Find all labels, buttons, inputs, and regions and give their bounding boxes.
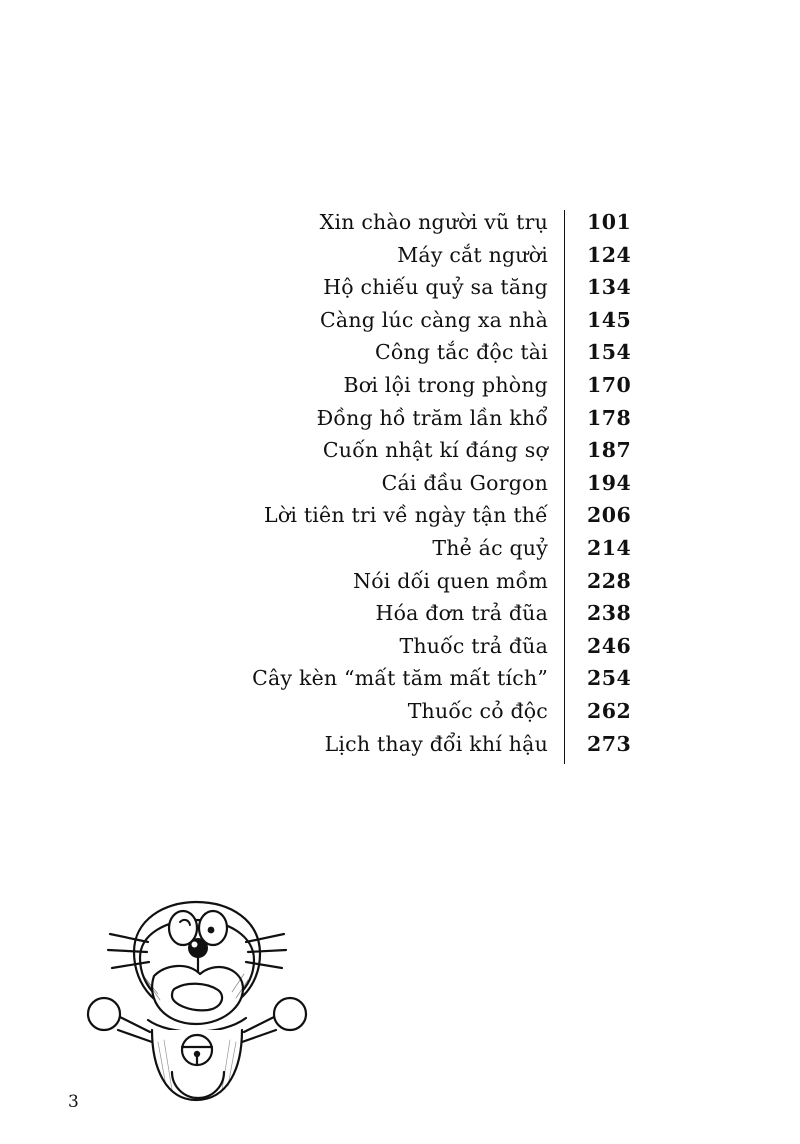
toc-entry xyxy=(200,732,640,765)
toc-entry-title: Đồng hồ trăm lần khổ xyxy=(316,405,548,430)
toc-entry xyxy=(200,438,640,471)
toc-entry-page-number: 194 xyxy=(587,470,632,495)
toc-entry xyxy=(200,666,640,699)
toc-entry-title: Lịch thay đổi khí hậu xyxy=(324,731,548,756)
toc-entry-page-number: 273 xyxy=(587,731,632,756)
toc-entry-page-number: 124 xyxy=(587,242,632,267)
toc-entry-page-number: 206 xyxy=(587,503,632,528)
toc-entry xyxy=(200,536,640,569)
toc-entry-title: Thuốc cỏ độc xyxy=(407,698,548,723)
toc-entry xyxy=(200,471,640,504)
toc-entry-title: Lời tiên tri về ngày tận thế xyxy=(264,503,548,528)
toc-entry-page-number: 262 xyxy=(587,698,632,723)
toc-entry-title: Thẻ ác quỷ xyxy=(432,535,548,560)
toc-entry xyxy=(200,340,640,373)
toc-entry-page-number: 187 xyxy=(587,438,632,463)
toc-entry-page-number: 101 xyxy=(587,210,632,234)
toc-entry-title: Cuốn nhật kí đáng sợ xyxy=(322,438,548,463)
toc-entry-title: Nói dối quen mồm xyxy=(353,568,548,593)
toc-entry-title: Thuốc trả đũa xyxy=(399,633,548,658)
toc-entry-page-number: 254 xyxy=(587,666,632,691)
doraemon-character-drawing xyxy=(30,890,360,1140)
toc-entry-page-number: 145 xyxy=(587,307,632,332)
toc-entry-title: Cái đầu Gorgon xyxy=(381,470,548,495)
toc-entry-page-number: 178 xyxy=(587,405,632,430)
toc-entry-title: Công tắc độc tài xyxy=(374,340,548,365)
toc-entry xyxy=(200,601,640,634)
toc-entry-page-number: 154 xyxy=(587,340,632,365)
toc-entry xyxy=(200,275,640,308)
toc-entry xyxy=(200,699,640,732)
toc-entry-title: Cây kèn “mất tăm mất tích” xyxy=(252,666,548,691)
toc-entry-title: Bơi lội trong phòng xyxy=(343,372,548,397)
toc-entry xyxy=(200,503,640,536)
toc-entry-title: Máy cắt người xyxy=(397,242,548,267)
toc-entry xyxy=(200,210,640,243)
toc-entry xyxy=(200,243,640,276)
toc-entry-title: Hóa đơn trả đũa xyxy=(375,601,548,626)
toc-entry-title: Càng lúc càng xa nhà xyxy=(320,307,548,332)
toc-entry-page-number: 170 xyxy=(587,372,632,397)
toc-entry xyxy=(200,569,640,602)
table-of-contents xyxy=(200,210,640,764)
toc-entry-page-number: 238 xyxy=(587,601,632,626)
toc-entry-title: Hộ chiếu quỷ sa tăng xyxy=(323,275,548,300)
toc-entry-page-number: 246 xyxy=(587,633,632,658)
page-number: 3 xyxy=(68,1092,79,1112)
toc-entry xyxy=(200,308,640,341)
toc-entry xyxy=(200,406,640,439)
toc-entry xyxy=(200,634,640,667)
toc-entry-title: Xin chào người vũ trụ xyxy=(319,210,548,234)
toc-entry xyxy=(200,373,640,406)
toc-entry-page-number: 214 xyxy=(587,535,632,560)
toc-entry-page-number: 228 xyxy=(587,568,632,593)
toc-entry-page-number: 134 xyxy=(587,275,632,300)
